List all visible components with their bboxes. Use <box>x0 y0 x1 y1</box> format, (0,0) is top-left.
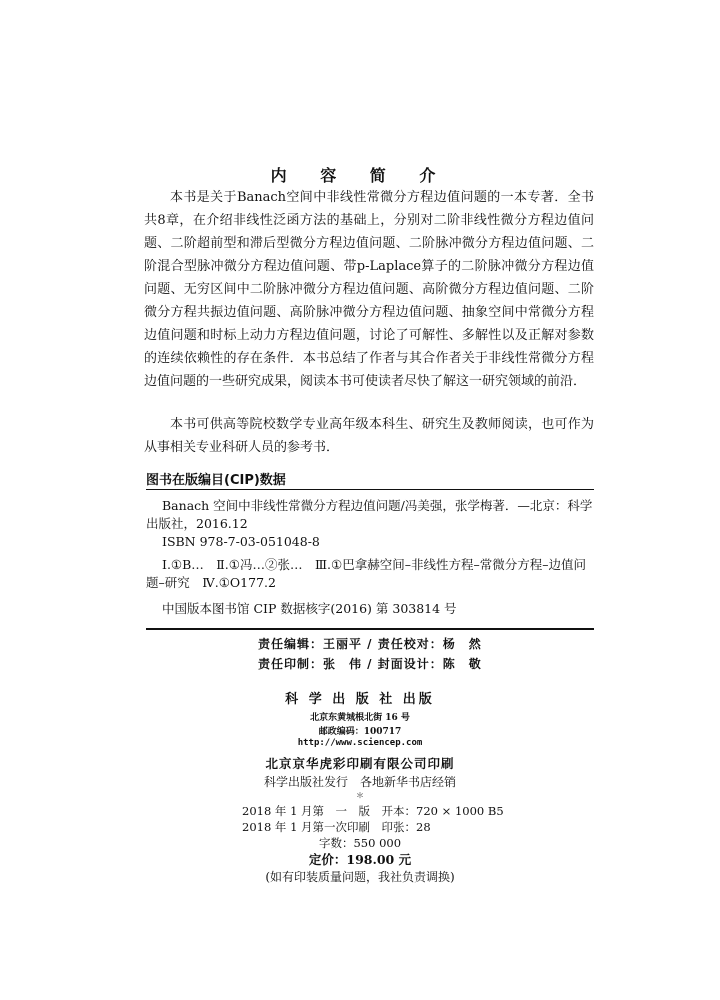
credits-line-2: 责任印制：张 伟 / 封面设计：陈 敬 <box>258 657 482 671</box>
cip-top-rule <box>146 489 594 490</box>
return-note: (如有印装质量问题，我社负责调换) <box>265 870 455 884</box>
credits-line-1: 责任编辑：王丽平 / 责任校对：杨 然 <box>258 637 482 651</box>
word-count: 字数：550 000 <box>318 836 402 850</box>
price: 定价：198.00 元 <box>308 852 412 867</box>
separator-star: ＊ <box>356 791 364 800</box>
cip-bottom-rule <box>146 628 594 630</box>
printing-line: 2018 年 1 月第一次印刷 印张：28 <box>242 820 431 834</box>
publisher-postcode: 邮政编码：100717 <box>318 727 402 737</box>
publisher-name: 科 学 出 版 社 出版 <box>285 692 435 707</box>
intro-title: 内 容 简 介 <box>270 166 450 185</box>
cip-isbn: ISBN 978-7-03-051048-8 <box>162 534 320 549</box>
intro-paragraph-2: 本书可供高等院校数学专业高年级本科生、研究生及教师阅读，也可作为从事相关专业科研人员的参考书． <box>144 417 594 455</box>
cip-classification: Ⅰ.①B… Ⅱ.①冯…②张… Ⅲ.①巴拿赫空间–非线性方程–常微分方程–边值问题–研究 Ⅳ.①O177.2 <box>146 557 586 590</box>
printer-name: 北京京华虎彩印刷有限公司印刷 <box>265 756 455 771</box>
cip-entry: Banach 空间中非线性常微分方程边值问题/冯美强，张学梅著．—北京：科学出版社，2016.12 <box>146 498 593 531</box>
publisher-address: 北京东黄城根北街 16 号 <box>310 713 410 723</box>
edition-line: 2018 年 1 月第 一 版 开本：720 × 1000 B5 <box>242 804 504 818</box>
cip-record: 中国版本图书馆 CIP 数据核字(2016) 第 303814 号 <box>162 601 457 616</box>
distribution-note: 科学出版社发行 各地新华书店经销 <box>263 775 456 789</box>
editor-credits <box>258 634 482 674</box>
cip-title: 图书在版编目(CIP)数据 <box>146 473 286 488</box>
publisher-website: http://www.sciencep.com <box>297 738 423 748</box>
intro-paragraph-1: 本书是关于Banach空间中非线性常微分方程边值问题的一本专著．全书共8章，在介绍非线性泛函方法的基础上，分别对二阶非线性微分方程边值问题、二阶超前型和滞后型微分方程边值问题、二阶脉冲微分方程边值问题、二阶混合型脉冲微分方程边值问题、带p-Laplace算子的二阶脉冲微分方程边值问题、无穷区间中二阶脉冲微分方程边值问题、高阶微分方程边值问题、二阶微分方程共振边值问题、高阶脉冲微分方程边值问题、抽象空间中常微分方程边值问题和时标上动力方程边值问题，讨论了可解性、多解性以及正解对参数的连续依赖性的存在条件．本书总结了作者与其合作者关于非线性常微分方程边值问题的一些研究成果，阅读本书可使读者尽快了解这一研究领域的前沿． <box>144 190 594 389</box>
